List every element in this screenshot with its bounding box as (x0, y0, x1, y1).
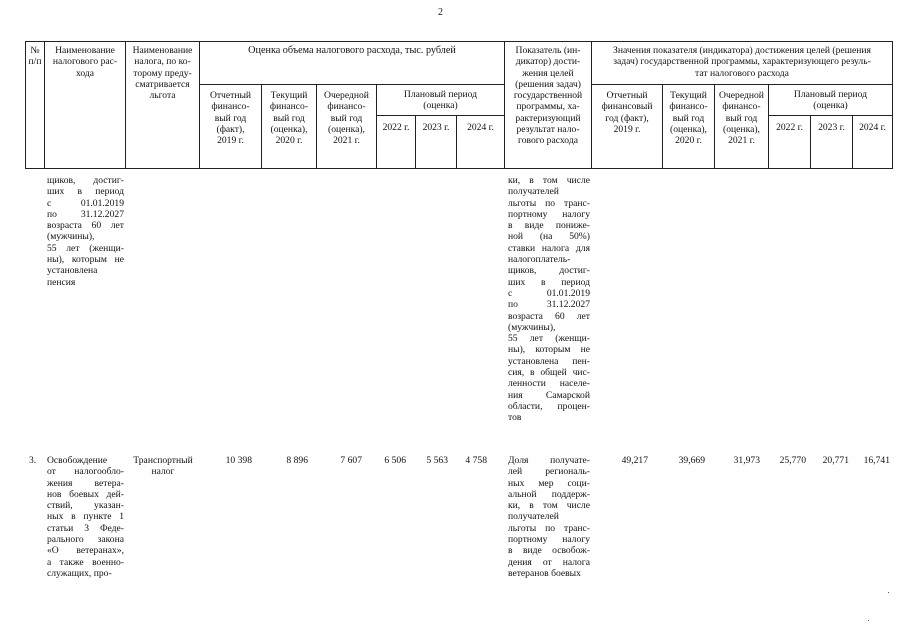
cell-line: от налогообло- (47, 466, 124, 478)
row-number: 3. (29, 455, 37, 466)
row3-value-2021: 31,973 (733, 455, 760, 466)
continuation-name-cell (47, 175, 124, 288)
cell-line: (мужчины), (508, 321, 556, 333)
header-col-tax: Наименование налога, по ко- торому преду- сматривается льгота (132, 45, 193, 102)
cell-line: щиков, достиг- (47, 175, 124, 186)
cell-line: ленности населе- (508, 378, 590, 390)
cell-line: ны), которым не (508, 344, 590, 356)
cell-line: щиков, достиг- (508, 265, 590, 277)
header-report-year: Отчетный финансо- вый год (факт), 2019 г. (209, 90, 252, 147)
cell-line: с 01.01.2019 (508, 287, 590, 299)
cell-line: лей региональ- (508, 466, 590, 478)
cell-line: Транспортный (133, 455, 193, 466)
row3-estimate-2021: 7 607 (340, 455, 362, 466)
row3-estimate-2022: 6 506 (384, 455, 406, 466)
cell-line: по 31.12.2027 (47, 208, 124, 220)
row3-value-2019: 49,217 (621, 455, 648, 466)
cell-line: жения ветера- (47, 477, 124, 489)
row3-value-2023: 20,771 (822, 455, 849, 466)
header-next-year: Очередной финансо- вый год (оценка), 2021 г. (324, 90, 369, 147)
cell-line: 55 лет (женщи- (47, 242, 124, 254)
cell-line: рального закона (47, 534, 124, 546)
cell-line: ки, в том числе (508, 500, 590, 512)
cell-line: ны), которым не (47, 254, 124, 266)
row3-estimate-2024: 4 758 (465, 455, 487, 466)
header-year-2023: 2023 г. (422, 122, 450, 133)
header-current-year: Текущий финансо- вый год (оценка), 2020 г. (269, 90, 309, 147)
scan-speck (868, 620, 869, 621)
cell-line: дения от налога (508, 556, 590, 568)
row3-name-cell (47, 455, 124, 579)
cell-line: налог (151, 466, 175, 478)
cell-line: ставки налога для (508, 242, 590, 254)
header-value-year-2022: 2022 г. (776, 122, 803, 133)
cell-line: ных мер соци- (508, 477, 590, 489)
cell-line: в виде освобож- (508, 545, 590, 557)
header-year-2024: 2024 г. (467, 122, 494, 133)
cell-line: ветеранов боевых (508, 567, 581, 579)
cell-line: «О ветеранах», (47, 545, 124, 557)
cell-line: служащих, про- (47, 567, 112, 579)
cell-line: в виде пониже- (508, 220, 590, 232)
header-group-values: Значения показателя (индикатора) достижения целей (решения задач) государственной программы, характеризующего резуль- тат налогового расхода (613, 45, 871, 79)
cell-line: Доля получате- (508, 455, 590, 466)
cell-line: ния Самарской (508, 389, 590, 401)
row3-estimate-2020: 8 896 (286, 455, 308, 466)
header-value-report-year: Отчетный финансовый год (факт), 2019 г. (601, 90, 653, 135)
header-group-estimate: Оценка объема налогового расхода, тыс. рублей (248, 45, 456, 56)
cell-line: налогоплатель- (508, 254, 571, 266)
cell-line: области, процен- (508, 400, 590, 412)
cell-line: а также военно- (47, 556, 124, 568)
cell-line: установлена пен- (508, 355, 590, 367)
header-indicator: Показатель (ин- дикатор) дости- жения целей (решения задач) государственной программы, ха- рактеризующий результат нало- гового расхода (513, 45, 583, 147)
cell-line: сия, в общей чис- (508, 367, 590, 379)
header-value-year-2023: 2023 г. (818, 122, 845, 133)
cell-line: Освобождение (47, 455, 108, 466)
header-value-next-year: Очередной финансо- вый год (оценка), 2021 г. (719, 90, 764, 147)
header-value-current-year: Текущий финансо- вый год (оценка), 2020 г. (669, 90, 708, 147)
header-value-year-2024: 2024 г. (859, 122, 886, 133)
header-plan-period: Плановый период (оценка) (403, 89, 478, 112)
header-year-2022: 2022 г. (382, 122, 410, 133)
cell-line: получателей (508, 186, 559, 198)
cell-line: ших в период (47, 186, 124, 198)
row3-value-2022: 25,770 (779, 455, 806, 466)
cell-line: нов боевых дей- (47, 488, 124, 500)
cell-line: тов (508, 412, 522, 424)
cell-line: портному налогу (508, 208, 590, 220)
cell-line: 55 лет (женщи- (508, 333, 590, 345)
row3-value-2020: 39,669 (678, 455, 705, 466)
cell-line: льготы по транс- (508, 522, 590, 534)
cell-line: (мужчины), (47, 231, 95, 243)
header-value-plan-period: Плановый период (оценка) (793, 89, 868, 112)
cell-line: ной (на 50%) (508, 231, 590, 243)
cell-line: ки, в том числе (508, 175, 590, 186)
cell-line: возраста 60 лет (508, 310, 590, 322)
cell-line: ших в период (508, 276, 590, 288)
cell-line: возраста 60 лет (47, 220, 124, 232)
continuation-indicator-cell (508, 175, 590, 424)
row3-estimate-2019: 10 398 (225, 455, 252, 466)
cell-line: статьи 3 Феде- (47, 522, 124, 534)
header-col-name: Наименование налогового рас- хода (52, 45, 118, 79)
cell-line: альной поддерж- (508, 488, 590, 500)
cell-line: ствий, указан- (47, 500, 124, 512)
row3-indicator-cell (508, 455, 590, 579)
cell-line: по 31.12.2027 (508, 299, 590, 311)
cell-line: пенсия (47, 276, 76, 288)
row3-estimate-2023: 5 563 (426, 455, 448, 466)
cell-line: льготы по транс- (508, 197, 590, 209)
header-col-number: № п/п (28, 45, 42, 68)
cell-line: установлена (47, 265, 98, 277)
cell-line: ных в пункте 1 (47, 511, 124, 523)
page-number: 2 (438, 7, 443, 18)
scan-speck (888, 592, 889, 593)
cell-line: портному налогу (508, 534, 590, 546)
cell-line: с 01.01.2019 (47, 197, 124, 209)
row3-tax-cell (128, 455, 198, 478)
row3-value-2024: 16,741 (863, 455, 890, 466)
table-header (0, 0, 905, 170)
cell-line: получателей (508, 511, 559, 523)
